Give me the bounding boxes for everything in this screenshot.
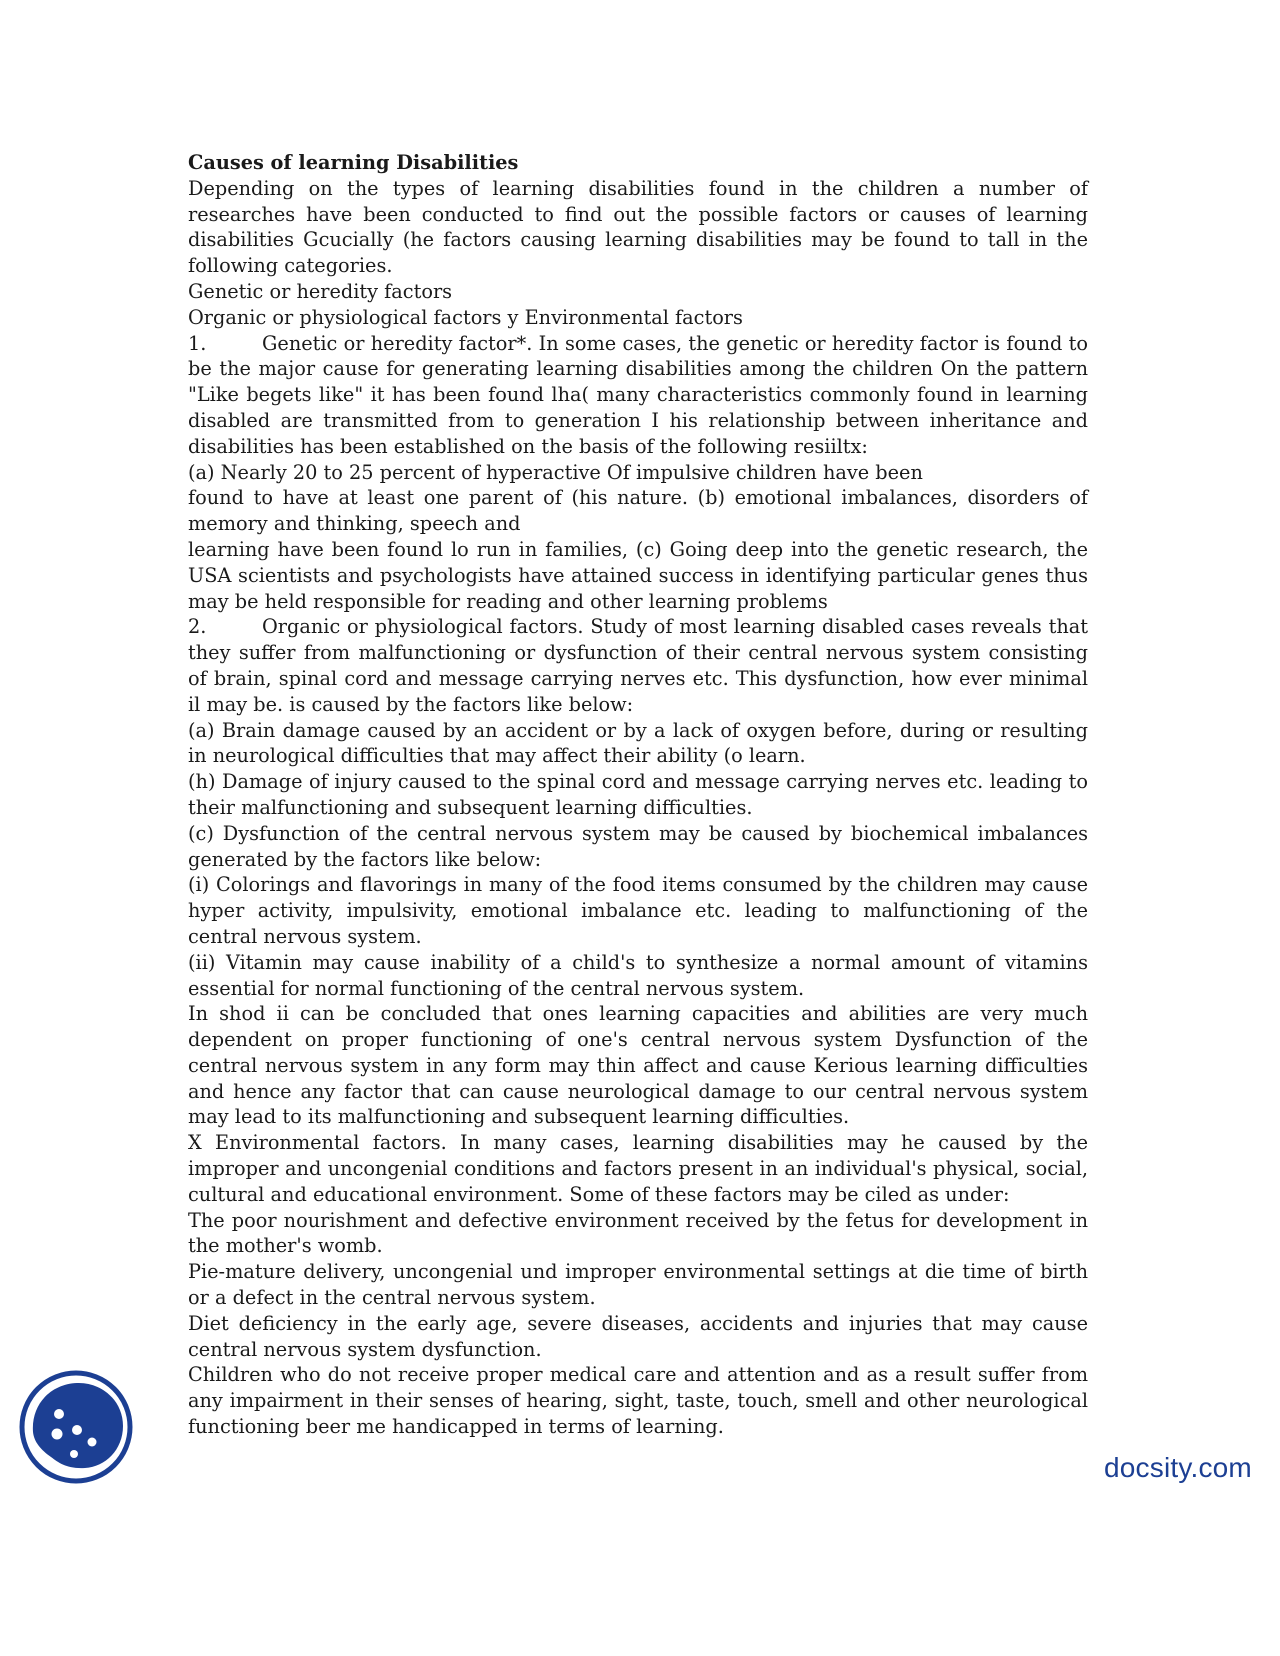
section-genetic: [188, 331, 1088, 460]
section-organic: [188, 614, 1088, 717]
conclusion-paragraph: In shod ii can be concluded that ones learning capacities and abilities are very much dependent on proper functioning of one's central nervous system Dysfunction of the central nervous system in any form may thin affect and cause Kerious learning difficulties and hence any factor that can cause neurological damage to our central nervous system may lead to its malfunctioning and subsequent learning difficulties.: [188, 1002, 1088, 1129]
section-text: Genetic or heredity factor*. In some cases, the genetic or heredity factor is found to be the major cause for generating learning disabilities among the children On the pattern "Like begets like" it has been found lha( many characteristics commonly found in learning disabled are transmitted from to generation I his relationship between inheritance and disabilities has been established on the basis of the following resiiltx:: [188, 331, 1088, 458]
section-number: 2.: [188, 615, 207, 639]
intro-paragraph: Depending on the types of learning disabilities found in the children a number of researches have been conducted to find out the possible factors or causes of learning disabilities Gcucially (he factors causing learning disabilities may be found to tall in the following categories.: [188, 176, 1088, 278]
list-item: (ii) Vitamin may cause inability of a child's to synthesize a normal amount of vitamins essential for normal functioning of the central nervous system.: [188, 950, 1088, 1000]
list-item: (a) Nearly 20 to 25 percent of hyperactive Of impulsive children have been: [188, 460, 923, 484]
section-number: 1.: [188, 331, 207, 355]
list-item: The poor nourishment and defective environment received by the fetus for development in the mother's womb.: [188, 1208, 1088, 1258]
docsity-brand-link[interactable]: docsity.com: [1104, 1452, 1252, 1483]
list-item: (c) Dysfunction of the central nervous system may be caused by biochemical imbalances generated by the factors like below:: [188, 821, 1088, 871]
list-item: (i) Colorings and flavorings in many of the food items consumed by the children may cause hyper activity, impulsivity, emotional imbalance etc. leading to malfunctioning of the central nervous system.: [188, 873, 1088, 948]
category-item: Genetic or heredity factors: [188, 279, 453, 303]
docsity-logo-icon[interactable]: [19, 1370, 133, 1484]
list-item: learning have been found lo run in families, (c) Going deep into the genetic research, the USA scientists and psychologists have attained success in identifying particular genes thus may be held responsible for reading and other learning problems: [188, 537, 1088, 613]
list-item: found to have at least one parent of (his nature. (b) emotional imbalances, disorders of memory and thinking, speech and: [188, 486, 1088, 536]
list-item: (a) Brain damage caused by an accident or by a lack of oxygen before, during or resulting in neurological difficulties that may affect their ability (o learn.: [188, 718, 1088, 768]
section-text: Organic or physiological factors. Study of most learning disabled cases reveals that they suffer from malfunctioning or dysfunction of their central nervous system consisting of brain, spinal cord and message carrying nerves etc. This dysfunction, how ever minimal il may be. is caused by the factors like below:: [188, 615, 1088, 716]
list-item: Children who do not receive proper medical care and attention and as a result suffer from any impairment in their senses of hearing, sight, taste, touch, smell and other neurological functioning beer me handicapped in terms of learning.: [188, 1363, 1088, 1439]
list-item: Diet deficiency in the early age, severe diseases, accidents and injuries that may cause central nervous system dysfunction.: [188, 1311, 1088, 1361]
list-item: (h) Damage of injury caused to the spinal cord and message carrying nerves etc. leading to their malfunctioning and subsequent learning difficulties.: [188, 770, 1088, 819]
list-item: Pie-mature delivery, uncongenial und improper environmental settings at die time of birth or a defect in the central nervous system.: [188, 1260, 1088, 1310]
category-item: Organic or physiological factors y Environmental factors: [188, 305, 743, 329]
document-title: Causes of learning Disabilities: [188, 151, 519, 174]
section-environmental: X Environmental factors. In many cases, learning disabilities may he caused by the improper and uncongenial conditions and factors present in an individual's physical, social, cultural and educational environment. Some of these factors may be ciled as under:: [188, 1131, 1088, 1206]
document-body: [188, 150, 1088, 1440]
